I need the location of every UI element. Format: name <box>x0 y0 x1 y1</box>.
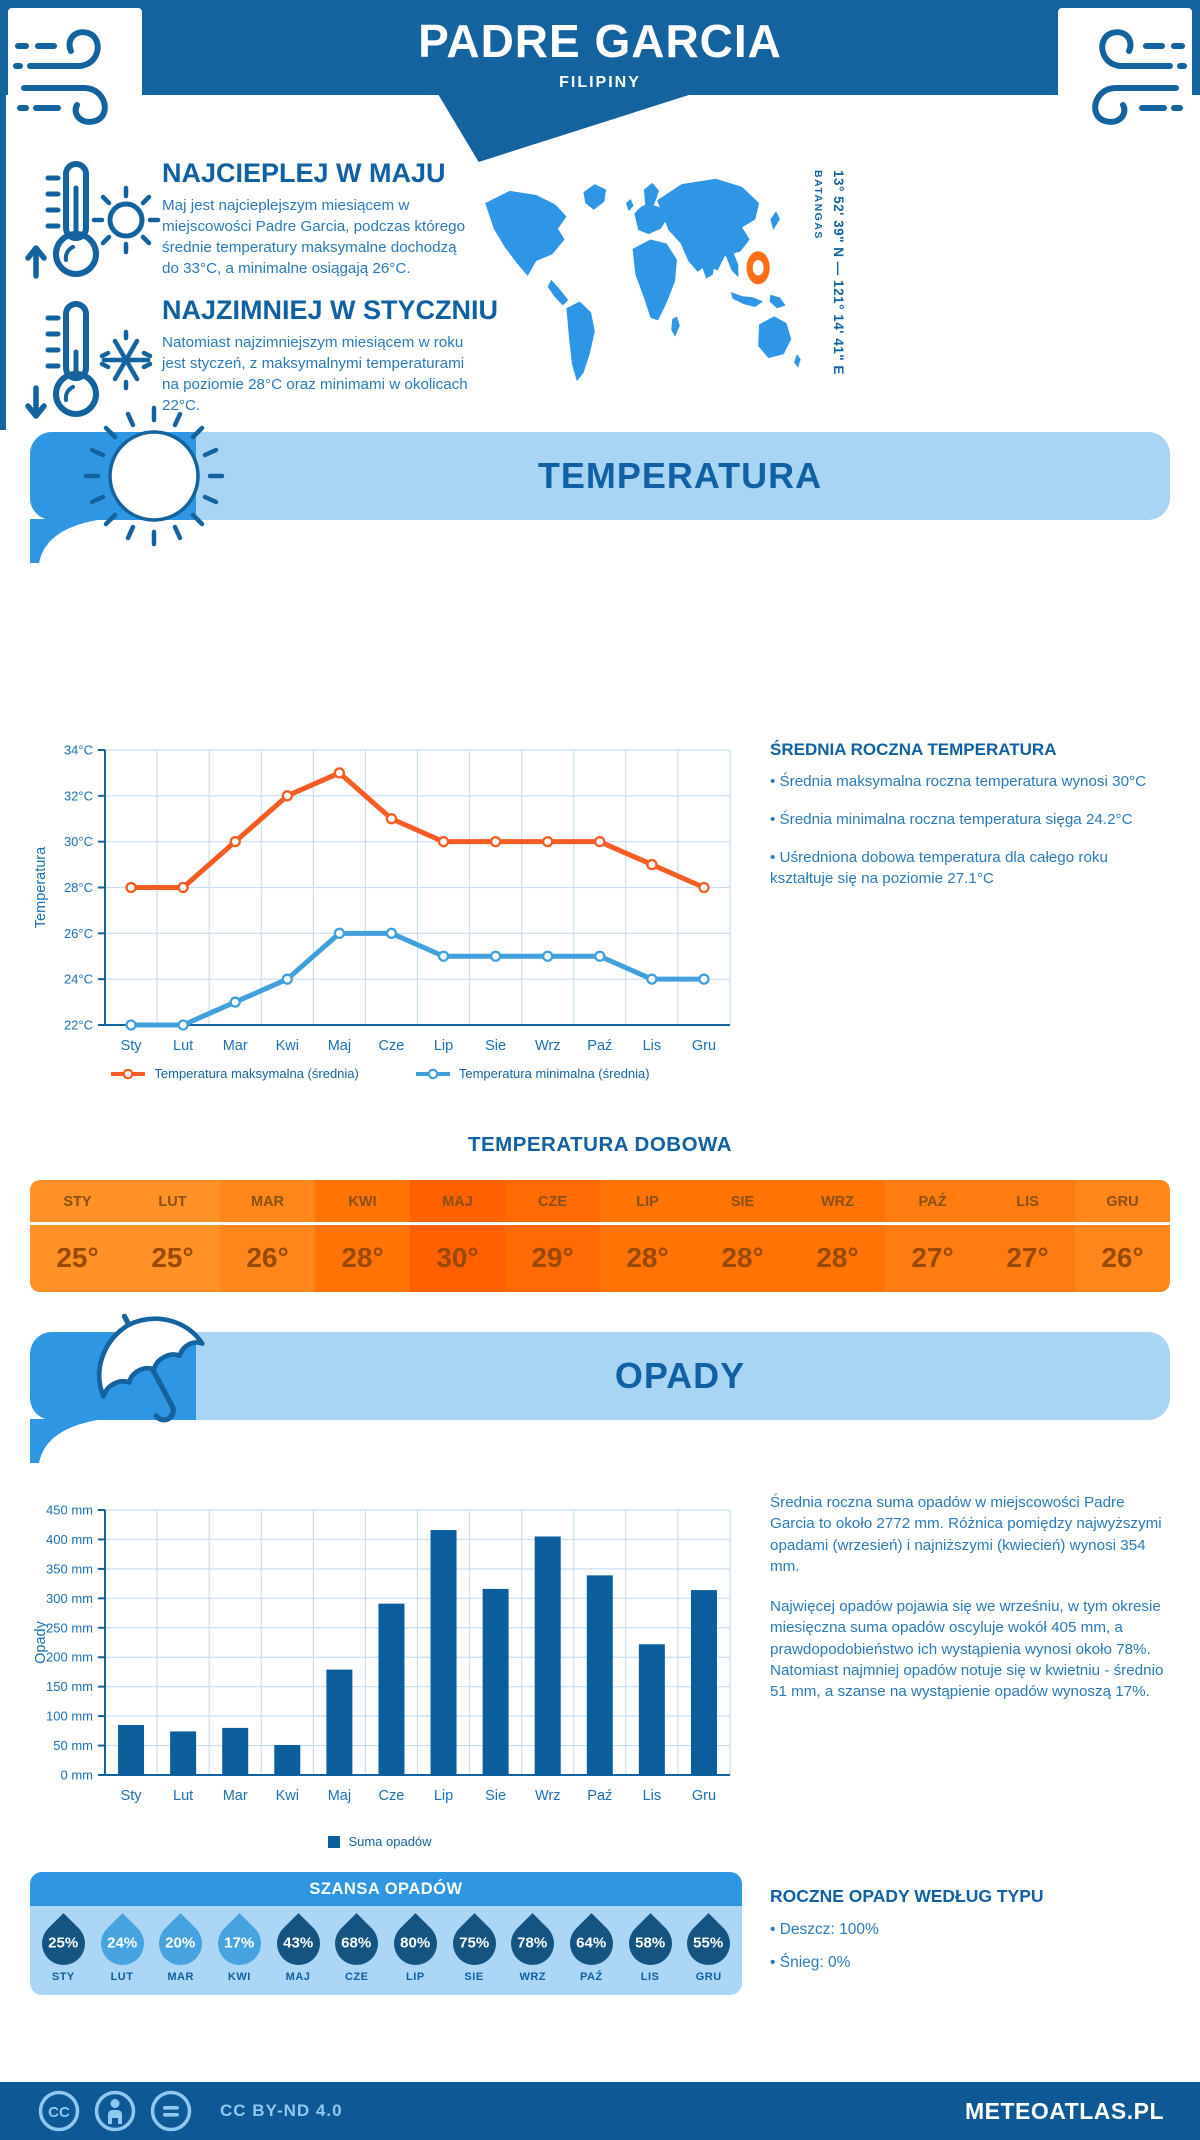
svg-text:Sty: Sty <box>120 1038 142 1054</box>
daily-temp-column <box>220 1180 315 1292</box>
raindrop-month: PAŹ <box>580 1971 603 1983</box>
precipitation-banner-icon-zone <box>30 1332 196 1420</box>
raindrop-cell <box>503 1914 562 1983</box>
svg-text:Lis: Lis <box>642 1038 662 1054</box>
legend-label: Suma opadów <box>348 1834 432 1849</box>
precipitation-paragraph-2: Najwięcej opadów pojawia się we wrześniu, w tym okresie miesięczna suma opadów oscyluje wokół 405 mm, a prawdopodobieństwo ich wystąpienia wynosi około 78%. Natomiast najmniej opadów notuje się w kwietniu - średnio 51 mm, a szanse na wystąpienie opadów wynoszą 17%. <box>770 1598 1164 1701</box>
svg-text:Maj: Maj <box>327 1788 352 1804</box>
region-label: BATANGAS <box>812 170 824 240</box>
svg-text:Lip: Lip <box>433 1038 454 1054</box>
legend-item <box>328 1834 431 1849</box>
daily-temp-month: GRU <box>1075 1180 1170 1225</box>
raindrop-cell <box>386 1914 445 1983</box>
daily-temp-value: 28° <box>341 1242 384 1273</box>
raindrop-icon <box>620 1913 681 1974</box>
legend-line-marker <box>110 1068 146 1080</box>
raindrop-icon <box>326 1913 387 1974</box>
raindrop-cell <box>327 1914 386 1983</box>
ribbon-fold <box>438 94 692 162</box>
raindrop-icon <box>444 1913 505 1974</box>
legend-square-marker <box>328 1836 340 1848</box>
temperature-chart-plot <box>33 743 730 1055</box>
daily-temp-column <box>30 1180 125 1292</box>
daily-temp-column <box>315 1180 410 1292</box>
thermometer-down-snowflake-icon <box>22 292 162 424</box>
daily-temp-value: 27° <box>911 1242 954 1273</box>
raindrop-month: SIE <box>464 1971 484 1983</box>
svg-text:Mar: Mar <box>222 1788 248 1804</box>
cc-icon: CC <box>48 2104 70 2121</box>
precipitation-bar <box>535 1537 561 1776</box>
svg-text:300 mm: 300 mm <box>46 1590 93 1606</box>
raindrop-percentage: 25% <box>48 1935 79 1952</box>
raindrop-cell <box>210 1914 269 1983</box>
daily-temp-month: SIE <box>695 1180 790 1225</box>
daily-temp-column <box>600 1180 695 1292</box>
svg-text:22°C: 22°C <box>63 1017 93 1033</box>
legend-line-marker <box>415 1068 451 1080</box>
license-label: CC BY-ND 4.0 <box>220 2101 343 2120</box>
footer <box>0 2082 1200 2140</box>
precipitation-bar <box>691 1590 717 1775</box>
svg-text:Opady: Opady <box>33 1621 49 1664</box>
raindrop-percentage: 68% <box>341 1935 372 1952</box>
page-title: PADRE GARCIA <box>418 15 782 67</box>
raindrop-icon <box>502 1913 563 1974</box>
daily-temp-column <box>885 1180 980 1292</box>
precipitation-bar <box>222 1728 248 1775</box>
raindrop-month: LUT <box>110 1971 134 1983</box>
precipitation-bar <box>639 1644 665 1775</box>
raindrop-icon <box>209 1913 270 1974</box>
daily-temp-value: 26° <box>1101 1242 1144 1273</box>
svg-text:0 mm: 0 mm <box>60 1767 93 1783</box>
daily-temp-value: 28° <box>816 1242 859 1273</box>
svg-text:26°C: 26°C <box>63 925 93 941</box>
annual-temperature-bullet: • Uśredniona dobowa temperatura dla całego roku kształtuje się na poziomie 27.1°C <box>770 848 1108 887</box>
daily-temp-value: 28° <box>721 1242 764 1273</box>
temperature-banner-icon-zone <box>30 432 196 520</box>
site-name[interactable]: METEOATLAS.PL <box>964 2097 1164 2124</box>
daily-temp-month: LUT <box>125 1180 220 1225</box>
daily-temp-month: CZE <box>505 1180 600 1225</box>
svg-text:32°C: 32°C <box>63 788 93 804</box>
daily-temp-value: 26° <box>246 1242 289 1273</box>
daily-temp-month: LIS <box>980 1180 1075 1225</box>
svg-text:Kwi: Kwi <box>275 1038 299 1054</box>
raindrop-percentage: 58% <box>635 1935 666 1952</box>
raindrop-icon <box>92 1913 153 1974</box>
precipitation-bar <box>587 1575 613 1775</box>
raindrop-percentage: 24% <box>106 1935 138 1952</box>
temperature-banner-tail <box>30 519 106 563</box>
raindrop-icon <box>33 1913 94 1974</box>
world-map-svg <box>472 168 812 404</box>
precipitation-text <box>770 1492 1172 1722</box>
daily-temp-column <box>1075 1180 1170 1292</box>
svg-text:Paź: Paź <box>587 1788 613 1804</box>
precip-type-bullets <box>770 1916 1180 1982</box>
daily-temp-value: 30° <box>436 1242 479 1273</box>
daily-temp-month: WRZ <box>790 1180 885 1225</box>
svg-text:24°C: 24°C <box>63 971 93 987</box>
svg-text:450 mm: 450 mm <box>46 1502 93 1518</box>
svg-text:Gru: Gru <box>691 1788 717 1804</box>
chance-droplets <box>30 1906 742 1995</box>
svg-text:Gru: Gru <box>691 1038 717 1054</box>
world-map <box>472 168 812 409</box>
raindrop-month: LIP <box>406 1971 425 1983</box>
svg-text:Lip: Lip <box>433 1788 454 1804</box>
warmest-icons <box>22 152 162 289</box>
raindrop-icon <box>385 1913 446 1974</box>
daily-temp-column <box>125 1180 220 1292</box>
svg-text:34°C: 34°C <box>63 742 93 758</box>
daily-temp-month: MAR <box>220 1180 315 1225</box>
coldest-title: NAJZIMNIEJ W STYCZNIU <box>162 295 499 325</box>
attribution-person-icon <box>108 2099 122 2124</box>
svg-text:Cze: Cze <box>378 1788 405 1804</box>
annual-temperature-bullets <box>770 772 1170 907</box>
daily-temp-value: 27° <box>1006 1242 1049 1273</box>
precipitation-banner-tail <box>30 1419 106 1463</box>
precip-type-bullet: • Deszcz: 100% <box>770 1921 879 1938</box>
daily-temperature-table <box>30 1180 1170 1292</box>
temperature-chart <box>30 735 750 1065</box>
precipitation-banner-title: OPADY <box>614 1355 746 1396</box>
location-marker <box>750 256 767 280</box>
svg-text:Temperatura: Temperatura <box>33 846 49 929</box>
svg-text:Lis: Lis <box>642 1788 662 1804</box>
precipitation-bar <box>483 1589 509 1775</box>
daily-temp-column <box>790 1180 885 1292</box>
svg-text:Sie: Sie <box>485 1038 507 1054</box>
temperature-legend <box>30 1066 730 1081</box>
legend-label: Temperatura maksymalna (średnia) <box>154 1066 359 1081</box>
precipitation-banner <box>30 1332 1170 1420</box>
svg-text:Lut: Lut <box>173 1788 194 1804</box>
temperature-banner <box>30 432 1170 520</box>
license-block[interactable] <box>36 2088 343 2134</box>
precipitation-chart-plot <box>33 1503 730 1805</box>
svg-text:Wrz: Wrz <box>534 1788 561 1804</box>
precip-type-bullet: • Śnieg: 0% <box>770 1954 851 1972</box>
daily-temp-column <box>695 1180 790 1292</box>
raindrop-cell <box>445 1914 504 1983</box>
raindrop-percentage: 20% <box>165 1935 196 1952</box>
svg-text:Kwi: Kwi <box>275 1788 299 1804</box>
raindrop-month: KWI <box>227 1971 251 1983</box>
creative-commons-icons <box>36 2088 204 2134</box>
raindrop-percentage: 75% <box>459 1935 490 1952</box>
coldest-text: Natomiast najzimniejszym miesiącem w roku jest styczeń, z maksymalnymi temperaturami na poziomie 28°C oraz minimami w okolicach 22°C. <box>162 334 468 414</box>
annual-temperature-bullet: • Średnia minimalna roczna temperatura sięga 24.2°C <box>770 810 1133 828</box>
raindrop-percentage: 43% <box>283 1935 314 1952</box>
precipitation-bar <box>118 1725 144 1775</box>
daily-temp-value: 25° <box>56 1242 99 1273</box>
svg-text:30°C: 30°C <box>63 834 93 850</box>
daily-temperature-heading: TEMPERATURA DOBOWA <box>467 1133 733 1156</box>
raindrop-month: CZE <box>344 1971 369 1983</box>
raindrop-cell <box>679 1914 738 1983</box>
raindrop-cell <box>562 1914 621 1983</box>
precipitation-bar <box>170 1731 196 1775</box>
svg-text:Paź: Paź <box>587 1038 613 1054</box>
svg-text:50 mm: 50 mm <box>53 1738 93 1754</box>
raindrop-icon <box>678 1913 739 1974</box>
raindrop-percentage: 64% <box>576 1935 607 1952</box>
daily-temp-column <box>410 1180 505 1292</box>
no-derivatives-icon <box>163 2106 179 2117</box>
svg-text:150 mm: 150 mm <box>46 1679 93 1695</box>
precipitation-bar <box>378 1604 404 1775</box>
raindrop-percentage: 17% <box>224 1935 255 1952</box>
raindrop-icon <box>268 1913 329 1974</box>
temperature-banner-title: TEMPERATURA <box>537 455 823 496</box>
daily-temp-column <box>980 1180 1075 1292</box>
precipitation-legend <box>30 1834 730 1849</box>
warmest-text: Maj jest najcieplejszym miesiącem w miejscowości Padre Garcia, podczas którego średnie temperatury maksymalne dochodzą do 33°C, a minimalne osiągają 26°C. <box>162 197 466 277</box>
precipitation-bar <box>274 1745 300 1775</box>
daily-temp-month: PAŹ <box>885 1180 980 1225</box>
daily-temp-month: MAJ <box>410 1180 505 1225</box>
precipitation-paragraph-1: Średnia roczna suma opadów w miejscowości Padre Garcia to około 2772 mm. Różnica pomiędzy najwyższymi opadami (wrzesień) i najniższymi (kwiecień) wynosi 354 mm. <box>770 1494 1162 1575</box>
precipitation-bar <box>431 1530 457 1775</box>
raindrop-icon <box>150 1913 211 1974</box>
annual-temperature-heading: ŚREDNIA ROCZNA TEMPERATURA <box>770 740 1057 759</box>
svg-text:100 mm: 100 mm <box>46 1708 93 1724</box>
daily-temp-value: 29° <box>531 1242 574 1273</box>
annual-temperature-bullet: • Średnia maksymalna roczna temperatura wynosi 30°C <box>770 773 1147 790</box>
raindrop-cell <box>34 1914 93 1983</box>
svg-text:Mar: Mar <box>222 1038 248 1054</box>
raindrop-cell <box>269 1914 328 1983</box>
svg-text:Sty: Sty <box>120 1788 142 1804</box>
precipitation-bar <box>326 1670 352 1775</box>
raindrop-cell <box>151 1914 210 1983</box>
precipitation-chart <box>30 1495 750 1817</box>
svg-text:Cze: Cze <box>378 1038 405 1054</box>
page-subtitle: FILIPINY <box>559 74 641 91</box>
legend-item <box>110 1066 358 1081</box>
raindrop-month: LIS <box>640 1971 660 1983</box>
raindrop-month: GRU <box>695 1971 722 1983</box>
daily-temp-month: LIP <box>600 1180 695 1225</box>
svg-text:28°C: 28°C <box>63 880 93 895</box>
daily-temp-column <box>505 1180 600 1292</box>
chance-of-precipitation-box <box>30 1872 742 1995</box>
coldest-icons <box>22 292 162 429</box>
daily-temp-value: 25° <box>151 1242 194 1273</box>
daily-temp-month: KWI <box>315 1180 410 1225</box>
raindrop-percentage: 78% <box>517 1935 548 1952</box>
svg-text:250 mm: 250 mm <box>46 1620 93 1636</box>
precip-type-heading: ROCZNE OPADY WEDŁUG TYPU <box>770 1886 1044 1906</box>
svg-text:Wrz: Wrz <box>534 1038 561 1054</box>
raindrop-percentage: 80% <box>400 1935 431 1952</box>
svg-text:350 mm: 350 mm <box>46 1561 93 1577</box>
raindrop-month: MAJ <box>285 1971 311 1983</box>
legend-item <box>415 1066 650 1081</box>
raindrop-month: STY <box>51 1971 75 1983</box>
thermometer-up-sun-icon <box>22 152 162 284</box>
raindrop-month: WRZ <box>519 1971 546 1983</box>
daily-temp-value: 28° <box>626 1242 669 1273</box>
svg-text:200 mm: 200 mm <box>46 1649 93 1665</box>
warmest-title: NAJCIEPLEJ W MAJU <box>162 158 446 188</box>
raindrop-icon <box>561 1913 622 1974</box>
chance-heading: SZANSA OPADÓW <box>30 1872 742 1906</box>
svg-text:Sie: Sie <box>485 1788 507 1804</box>
raindrop-percentage: 55% <box>693 1935 724 1952</box>
raindrop-cell <box>621 1914 680 1983</box>
svg-text:400 mm: 400 mm <box>46 1531 93 1547</box>
svg-text:Lut: Lut <box>173 1038 194 1054</box>
legend-label: Temperatura minimalna (średnia) <box>458 1066 650 1081</box>
coordinates-label: 13° 52' 39" N — 121° 14' 41" E <box>831 170 846 375</box>
raindrop-month: MAR <box>167 1971 194 1983</box>
raindrop-cell <box>93 1914 152 1983</box>
svg-text:Maj: Maj <box>327 1038 352 1054</box>
daily-temp-month: STY <box>30 1180 125 1225</box>
